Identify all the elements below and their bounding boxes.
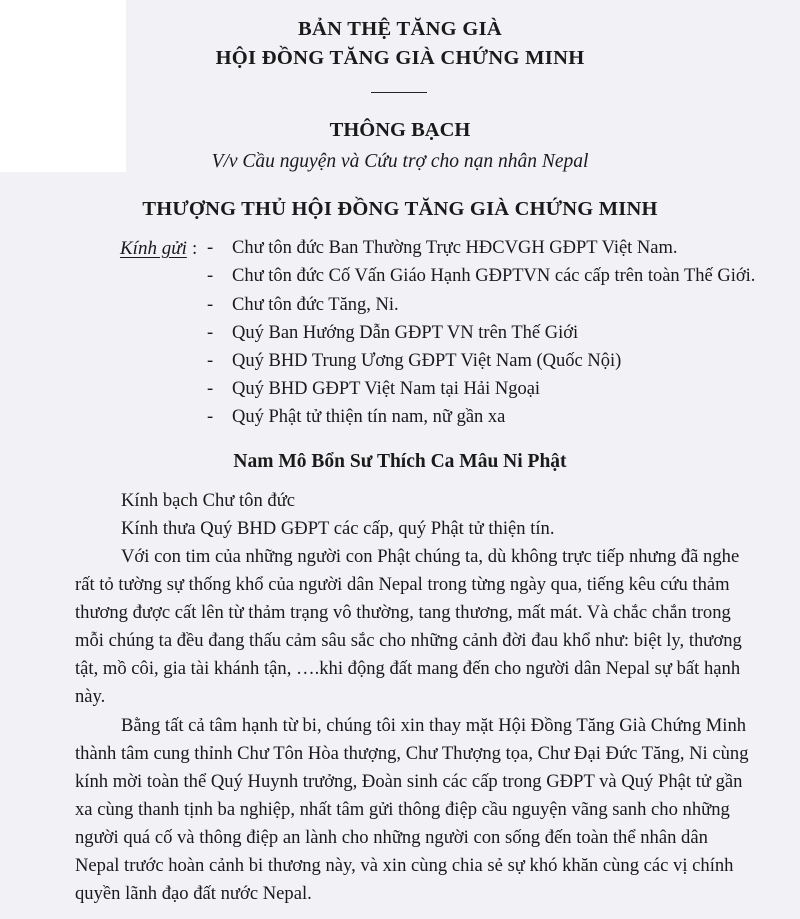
org-line-2: HỘI ĐỒNG TĂNG GIÀ CHỨNG MINH <box>215 47 585 69</box>
recipient-text: Chư tôn đức Ban Thường Trực HĐCVGH GĐPT Việt Nam. <box>232 238 678 258</box>
recipient-item <box>207 295 399 316</box>
list-dash: - <box>207 323 214 343</box>
paragraph-2-line: thành tâm cung thỉnh Chư Tôn Hòa thượng, Chư Thượng tọa, Chư Đại Đức Tăng, Ni cùng <box>75 743 749 764</box>
list-dash: - <box>207 407 214 427</box>
recipients-colon: : <box>192 238 198 259</box>
recipient-item <box>207 379 540 400</box>
recipients-label: Kính gửi <box>120 238 187 259</box>
org-line-1: BẢN THỆ TĂNG GIÀ <box>298 18 502 40</box>
paragraph-1-line: thương được cất lên từ thảm trạng vô thường, tang thương, mất mát. Và chắc chắn trong <box>75 602 731 623</box>
paragraph-1-line: này. <box>75 686 106 707</box>
header-divider <box>371 92 427 93</box>
recipient-text: Chư tôn đức Tăng, Ni. <box>232 295 399 315</box>
recipient-item <box>207 407 505 428</box>
recipient-text: Quý BHD GĐPT Việt Nam tại Hải Ngoại <box>232 379 541 399</box>
paragraph-2-line: Nepal trước hoàn cảnh bi thương này, và xin cùng chia sẻ sự khó khăn cùng các vị chính <box>75 855 734 876</box>
document-subject: V/v Cầu nguyện và Cứu trợ cho nạn nhân Nepal <box>211 151 589 172</box>
paragraph-2-line: Bằng tất cả tâm hạnh từ bi, chúng tôi xin thay mặt Hội Đồng Tăng Già Chứng Minh <box>121 715 747 736</box>
recipient-item <box>207 323 578 344</box>
greeting-line: Kính thưa Quý BHD GĐPT các cấp, quý Phật tử thiện tín. <box>121 518 555 539</box>
list-dash: - <box>207 379 214 399</box>
paragraph-1-line: tật, mồ côi, gia tài khánh tận, ….khi động đất mang đến cho người dân Nepal sự bất hạnh <box>75 658 741 679</box>
greeting-line: Kính bạch Chư tôn đức <box>121 490 296 511</box>
recipient-item <box>207 266 755 287</box>
paragraph-2-line: xa cùng thanh tịnh ba nghiệp, nhất tâm gửi thông điệp cầu nguyện vãng sanh cho những <box>75 799 730 820</box>
recipient-item <box>207 351 621 372</box>
recipient-text: Quý Phật tử thiện tín nam, nữ gần xa <box>232 407 506 427</box>
recipient-text: Quý BHD Trung Ương GĐPT Việt Nam (Quốc Nội) <box>232 351 622 371</box>
list-dash: - <box>207 238 214 258</box>
paragraph-1-line: Với con tim của những người con Phật chúng ta, dù không trực tiếp nhưng đã nghe <box>121 546 740 567</box>
recipient-item <box>207 238 678 259</box>
recipient-text: Chư tôn đức Cố Vấn Giáo Hạnh GĐPTVN các cấp trên toàn Thế Giới. <box>232 266 756 286</box>
document-type: THÔNG BẠCH <box>329 119 471 141</box>
paragraph-1-line: mỗi chúng ta đều đang thấu cảm sâu sắc cho những cảnh đời đau khổ như: biệt ly, thương <box>75 630 742 651</box>
paragraph-2-line: kính mời toàn thể Quý Huynh trưởng, Đoàn sinh các cấp trong GĐPT và Quý Phật tử gần <box>75 771 743 792</box>
recipient-text: Quý Ban Hướng Dẫn GĐPT VN trên Thế Giới <box>232 323 579 343</box>
list-dash: - <box>207 295 214 315</box>
salutation-heading: Nam Mô Bổn Sư Thích Ca Mâu Ni Phật <box>233 451 567 472</box>
list-dash: - <box>207 351 214 371</box>
sender-heading: THƯỢNG THỦ HỘI ĐỒNG TĂNG GIÀ CHỨNG MINH <box>142 198 658 220</box>
list-dash: - <box>207 266 214 286</box>
paragraph-2-line: quyền lãnh đạo đất nước Nepal. <box>75 883 312 904</box>
paragraph-1-line: rất tỏ tường sự thống khổ của người dân Nepal trong từng ngày qua, tiếng kêu cứu thảm <box>75 574 730 595</box>
paragraph-2-line: người quá cố và thông điệp an lành cho những người con sống đến toàn thể nhân dân <box>75 827 708 848</box>
